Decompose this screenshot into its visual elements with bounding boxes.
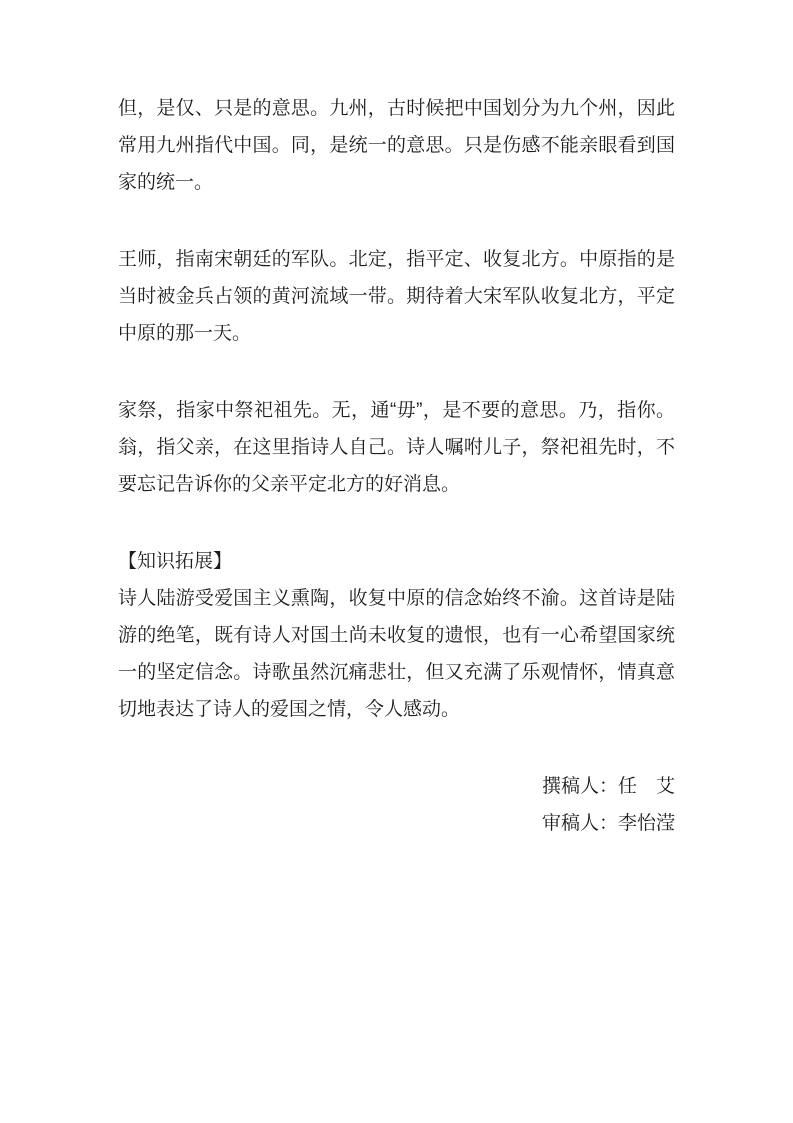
knowledge-expansion-paragraph: 诗人陆游受爱国主义熏陶，收复中原的信念始终不渝。这首诗是陆游的绝笔，既有诗人对国土尚未收复的遗恨，也有一心希望国家统一的坚定信念。诗歌虽然沉痛悲壮，但又充满了乐观情怀，情真意切地表达了诗人的爱国之情，令人感动。 xyxy=(118,588,675,720)
author-signature-line: 撰稿人：任 艾 xyxy=(541,776,675,797)
section-heading-knowledge-expansion: 【知识拓展】 xyxy=(118,551,233,572)
reviewer-signature-line: 审稿人：李怡滢 xyxy=(541,813,675,834)
signature-block xyxy=(118,768,675,842)
annotation-paragraph-wangshi-beiding: 王师，指南宋朝廷的军队。北定，指平定、收复北方。中原指的是当时被金兵占领的黄河流域一带。期待着大宋军队收复北方，平定中原的那一天。 xyxy=(118,249,675,344)
annotation-paragraph-jiaji-wu-nai-weng: 家祭，指家中祭祀祖先。无，通“毋”，是不要的意思。乃，指你。翁，指父亲，在这里指诗人自己。诗人嘱咐儿子，祭祀祖先时，不要忘记告诉你的父亲平定北方的好消息。 xyxy=(118,400,675,495)
annotation-paragraph-dan-jiuzhou: 但，是仅、只是的意思。九州，古时候把中国划分为九个州，因此常用九州指代中国。同，是统一的意思。只是伤感不能亲眼看到国家的统一。 xyxy=(118,98,675,193)
